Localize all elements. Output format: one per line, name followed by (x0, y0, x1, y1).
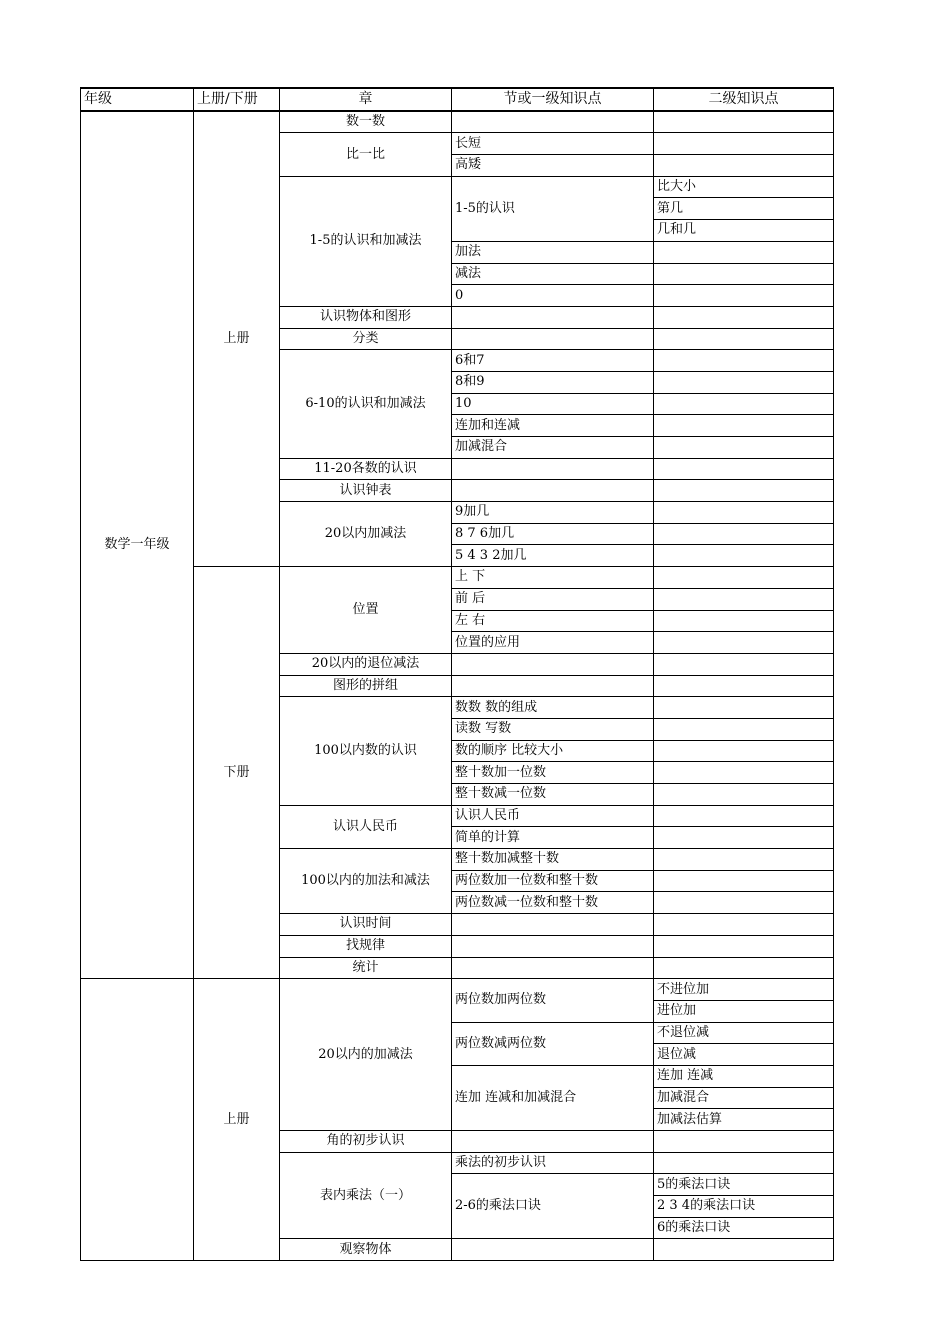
chapter-cell: 角的初步认识 (280, 1131, 452, 1153)
section-cell: 减法 (452, 263, 654, 285)
subpoint-cell (654, 111, 834, 133)
subpoint-cell (654, 263, 834, 285)
header-volume: 上册/下册 (194, 88, 280, 111)
section-cell: 数数 数的组成 (452, 697, 654, 719)
section-cell (452, 935, 654, 957)
section-cell (452, 653, 654, 675)
section-cell (452, 1131, 654, 1153)
chapter-cell: 图形的拼组 (280, 675, 452, 697)
chapter-cell: 1-5的认识和加减法 (280, 176, 452, 306)
section-cell (452, 1239, 654, 1261)
subpoint-cell (654, 1152, 834, 1174)
chapter-cell: 20以内的退位减法 (280, 653, 452, 675)
subpoint-cell (654, 1239, 834, 1261)
subpoint-cell: 不进位加 (654, 979, 834, 1001)
section-cell: 0 (452, 285, 654, 307)
section-cell: 左 右 (452, 610, 654, 632)
subpoint-cell: 比大小 (654, 176, 834, 198)
grade-cell: 数学一年级 (81, 111, 194, 979)
subpoint-cell (654, 371, 834, 393)
header-chapter: 章 (280, 88, 452, 111)
section-cell: 两位数加两位数 (452, 979, 654, 1022)
subpoint-cell: 加减法估算 (654, 1109, 834, 1131)
knowledge-table (80, 87, 834, 1261)
subpoint-cell (654, 393, 834, 415)
subpoint-cell (654, 697, 834, 719)
section-cell: 乘法的初步认识 (452, 1152, 654, 1174)
section-cell: 2-6的乘法口诀 (452, 1174, 654, 1239)
chapter-cell: 认识物体和图形 (280, 306, 452, 328)
section-cell (452, 328, 654, 350)
section-cell: 加法 (452, 241, 654, 263)
section-cell: 9加几 (452, 502, 654, 524)
section-cell (452, 675, 654, 697)
subpoint-cell (654, 892, 834, 914)
subpoint-cell (654, 437, 834, 459)
subpoint-cell (654, 718, 834, 740)
subpoint-cell (654, 350, 834, 372)
section-cell: 整十数加减整十数 (452, 849, 654, 871)
chapter-cell: 20以内加减法 (280, 502, 452, 567)
subpoint-cell (654, 935, 834, 957)
subpoint-cell: 加减混合 (654, 1087, 834, 1109)
chapter-cell: 观察物体 (280, 1239, 452, 1261)
section-cell: 两位数减一位数和整十数 (452, 892, 654, 914)
section-cell: 两位数减两位数 (452, 1022, 654, 1065)
subpoint-cell: 几和几 (654, 220, 834, 242)
section-cell (452, 306, 654, 328)
subpoint-cell (654, 914, 834, 936)
chapter-cell: 认识钟表 (280, 480, 452, 502)
subpoint-cell: 5的乘法口诀 (654, 1174, 834, 1196)
subpoint-cell (654, 1131, 834, 1153)
section-cell: 认识人民币 (452, 805, 654, 827)
section-cell: 前 后 (452, 588, 654, 610)
chapter-cell: 11-20各数的认识 (280, 458, 452, 480)
subpoint-cell (654, 740, 834, 762)
header-row (81, 88, 834, 111)
chapter-cell: 6-10的认识和加减法 (280, 350, 452, 458)
chapter-cell: 分类 (280, 328, 452, 350)
subpoint-cell: 第几 (654, 198, 834, 220)
chapter-cell: 统计 (280, 957, 452, 979)
subpoint-cell (654, 241, 834, 263)
chapter-cell: 认识时间 (280, 914, 452, 936)
section-cell: 8 7 6加几 (452, 523, 654, 545)
subpoint-cell (654, 588, 834, 610)
subpoint-cell (654, 155, 834, 177)
subpoint-cell (654, 870, 834, 892)
subpoint-cell (654, 306, 834, 328)
header-section: 节或一级知识点 (452, 88, 654, 111)
volume-cell: 上册 (194, 979, 280, 1261)
subpoint-cell (654, 849, 834, 871)
subpoint-cell: 6的乘法口诀 (654, 1217, 834, 1239)
table-row (81, 111, 834, 133)
subpoint-cell (654, 762, 834, 784)
section-cell: 6和7 (452, 350, 654, 372)
section-cell (452, 957, 654, 979)
subpoint-cell (654, 458, 834, 480)
header-grade: 年级 (81, 88, 194, 111)
section-cell: 数的顺序 比较大小 (452, 740, 654, 762)
subpoint-cell (654, 567, 834, 589)
section-cell: 整十数加一位数 (452, 762, 654, 784)
section-cell: 位置的应用 (452, 632, 654, 654)
subpoint-cell (654, 805, 834, 827)
subpoint-cell (654, 523, 834, 545)
header-sub-point: 二级知识点 (654, 88, 834, 111)
subpoint-cell: 退位减 (654, 1044, 834, 1066)
subpoint-cell (654, 784, 834, 806)
section-cell: 8和9 (452, 371, 654, 393)
section-cell: 连加和连减 (452, 415, 654, 437)
section-cell (452, 914, 654, 936)
section-cell: 5 4 3 2加几 (452, 545, 654, 567)
subpoint-cell (654, 675, 834, 697)
knowledge-table-wrapper (80, 87, 834, 1261)
subpoint-cell (654, 133, 834, 155)
section-cell (452, 111, 654, 133)
chapter-cell: 比一比 (280, 133, 452, 176)
section-cell: 整十数减一位数 (452, 784, 654, 806)
subpoint-cell (654, 653, 834, 675)
subpoint-cell (654, 415, 834, 437)
section-cell: 连加 连减和加减混合 (452, 1065, 654, 1130)
subpoint-cell: 连加 连减 (654, 1065, 834, 1087)
subpoint-cell (654, 285, 834, 307)
section-cell: 读数 写数 (452, 718, 654, 740)
chapter-cell: 找规律 (280, 935, 452, 957)
subpoint-cell (654, 545, 834, 567)
subpoint-cell (654, 328, 834, 350)
subpoint-cell (654, 827, 834, 849)
subpoint-cell (654, 502, 834, 524)
chapter-cell: 表内乘法（一） (280, 1152, 452, 1239)
subpoint-cell: 不退位减 (654, 1022, 834, 1044)
section-cell: 10 (452, 393, 654, 415)
section-cell: 上 下 (452, 567, 654, 589)
section-cell (452, 480, 654, 502)
volume-cell: 下册 (194, 567, 280, 979)
section-cell: 高矮 (452, 155, 654, 177)
section-cell: 加减混合 (452, 437, 654, 459)
table-row (81, 567, 834, 589)
subpoint-cell (654, 480, 834, 502)
section-cell: 两位数加一位数和整十数 (452, 870, 654, 892)
volume-cell: 上册 (194, 111, 280, 567)
chapter-cell: 认识人民币 (280, 805, 452, 848)
subpoint-cell: 进位加 (654, 1000, 834, 1022)
grade-cell (81, 979, 194, 1261)
subpoint-cell (654, 957, 834, 979)
chapter-cell: 20以内的加减法 (280, 979, 452, 1131)
chapter-cell: 数一数 (280, 111, 452, 133)
section-cell: 长短 (452, 133, 654, 155)
section-cell: 1-5的认识 (452, 176, 654, 241)
table-row (81, 979, 834, 1001)
chapter-cell: 位置 (280, 567, 452, 654)
chapter-cell: 100以内的加法和减法 (280, 849, 452, 914)
section-cell: 简单的计算 (452, 827, 654, 849)
section-cell (452, 458, 654, 480)
subpoint-cell (654, 610, 834, 632)
subpoint-cell: 2 3 4的乘法口诀 (654, 1196, 834, 1218)
subpoint-cell (654, 632, 834, 654)
chapter-cell: 100以内数的认识 (280, 697, 452, 805)
